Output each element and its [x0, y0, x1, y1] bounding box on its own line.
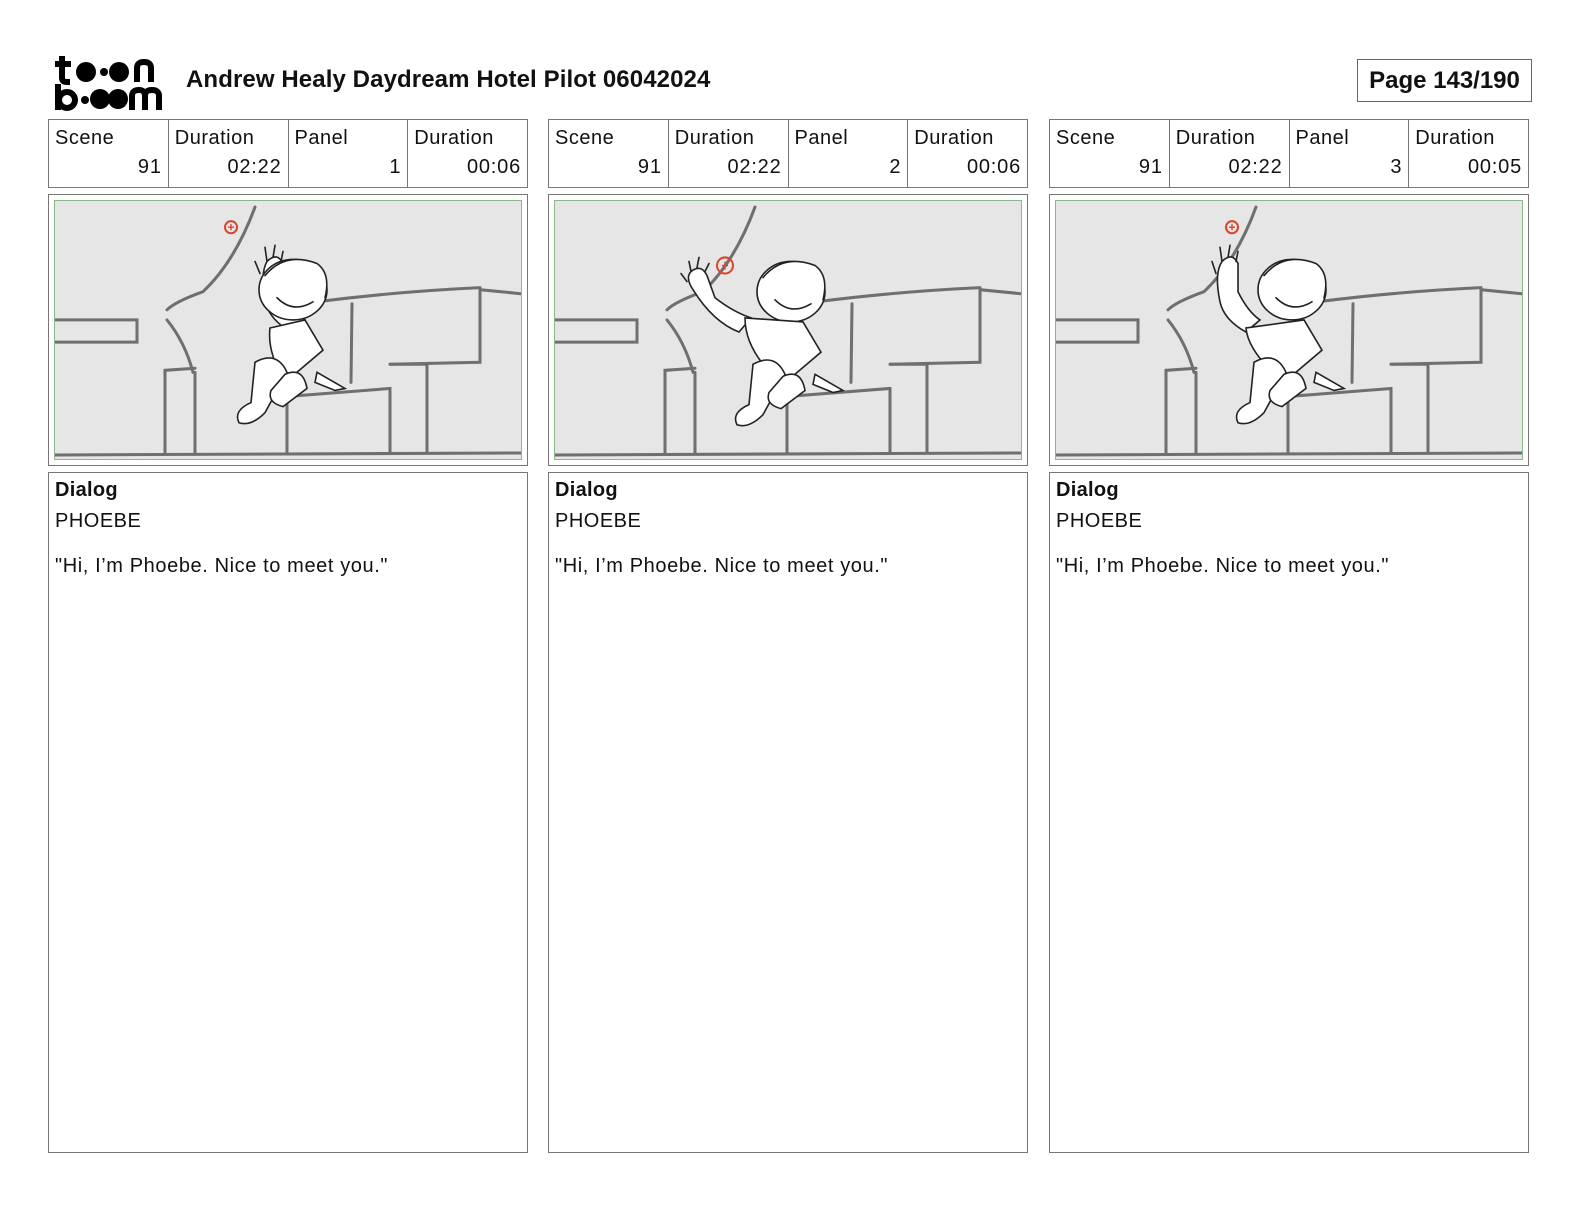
- dialog-speaker: PHOEBE: [1056, 510, 1143, 532]
- dialog-title: Dialog: [1056, 479, 1119, 501]
- scene-cell: [49, 120, 169, 187]
- scene-duration-cell: [169, 120, 289, 187]
- panel-label: Panel: [794, 127, 849, 149]
- panel-cell: [289, 120, 409, 187]
- panel-duration-value: 00:06: [466, 156, 521, 178]
- scene-value: 91: [637, 156, 662, 178]
- panel-cell: [1290, 120, 1410, 187]
- dialog-title: Dialog: [55, 479, 118, 501]
- panel-duration-cell: [1409, 120, 1528, 187]
- dialog-box: [1049, 472, 1529, 1153]
- panel-info-bar: [548, 119, 1028, 188]
- scene-cell: [1050, 120, 1170, 187]
- storyboard-panel-3: [1049, 119, 1529, 1153]
- duration-label: Duration: [674, 127, 755, 149]
- scene-duration-value: 02:22: [1228, 156, 1283, 178]
- duration-label: Duration: [1175, 127, 1256, 149]
- scene-duration-value: 02:22: [227, 156, 282, 178]
- dialog-box: [48, 472, 528, 1153]
- dialog-title: Dialog: [555, 479, 618, 501]
- scene-value: 91: [1138, 156, 1163, 178]
- toon-boom-logo: [52, 52, 164, 112]
- duration-label: Duration: [1415, 127, 1495, 149]
- scene-duration-value: 02:22: [727, 156, 782, 178]
- panel-cell: [789, 120, 909, 187]
- scene-value: 91: [137, 156, 162, 178]
- storyboard-panel-1: [48, 119, 528, 1153]
- dialog-line: "Hi, I’m Phoebe. Nice to meet you.": [555, 555, 889, 577]
- panel-duration-value: 00:06: [966, 156, 1021, 178]
- storyboard-panel-2: [548, 119, 1028, 1153]
- panel-value: 3: [1390, 156, 1403, 178]
- sketch-image: [54, 200, 522, 460]
- panel-image-frame: [48, 194, 528, 466]
- scene-duration-cell: [1170, 120, 1290, 187]
- scene-duration-cell: [669, 120, 789, 187]
- panel-duration-value: 00:05: [1467, 156, 1522, 178]
- dialog-line: "Hi, I’m Phoebe. Nice to meet you.": [55, 555, 389, 577]
- panel-image-frame: [1049, 194, 1529, 466]
- panel-value: 2: [889, 156, 902, 178]
- panel-label: Panel: [1295, 127, 1350, 149]
- duration-label: Duration: [914, 127, 994, 149]
- sketch-image: [554, 200, 1022, 460]
- document-title: Andrew Healy Daydream Hotel Pilot 06042024: [186, 66, 711, 93]
- panel-info-bar: [48, 119, 528, 188]
- scene-label: Scene: [55, 127, 115, 149]
- panel-image-frame: [548, 194, 1028, 466]
- scene-label: Scene: [1056, 127, 1116, 149]
- panel-duration-cell: [408, 120, 527, 187]
- duration-label: Duration: [174, 127, 255, 149]
- scene-cell: [549, 120, 669, 187]
- scene-label: Scene: [555, 127, 615, 149]
- panel-info-bar: [1049, 119, 1529, 188]
- dialog-line: "Hi, I’m Phoebe. Nice to meet you.": [1056, 555, 1390, 577]
- panel-label: Panel: [294, 127, 349, 149]
- panel-value: 1: [389, 156, 402, 178]
- dialog-box: [548, 472, 1028, 1153]
- duration-label: Duration: [414, 127, 494, 149]
- page-number: Page 143/190: [1357, 59, 1532, 102]
- dialog-speaker: PHOEBE: [555, 510, 642, 532]
- dialog-speaker: PHOEBE: [55, 510, 142, 532]
- panel-duration-cell: [908, 120, 1027, 187]
- sketch-image: [1055, 200, 1523, 460]
